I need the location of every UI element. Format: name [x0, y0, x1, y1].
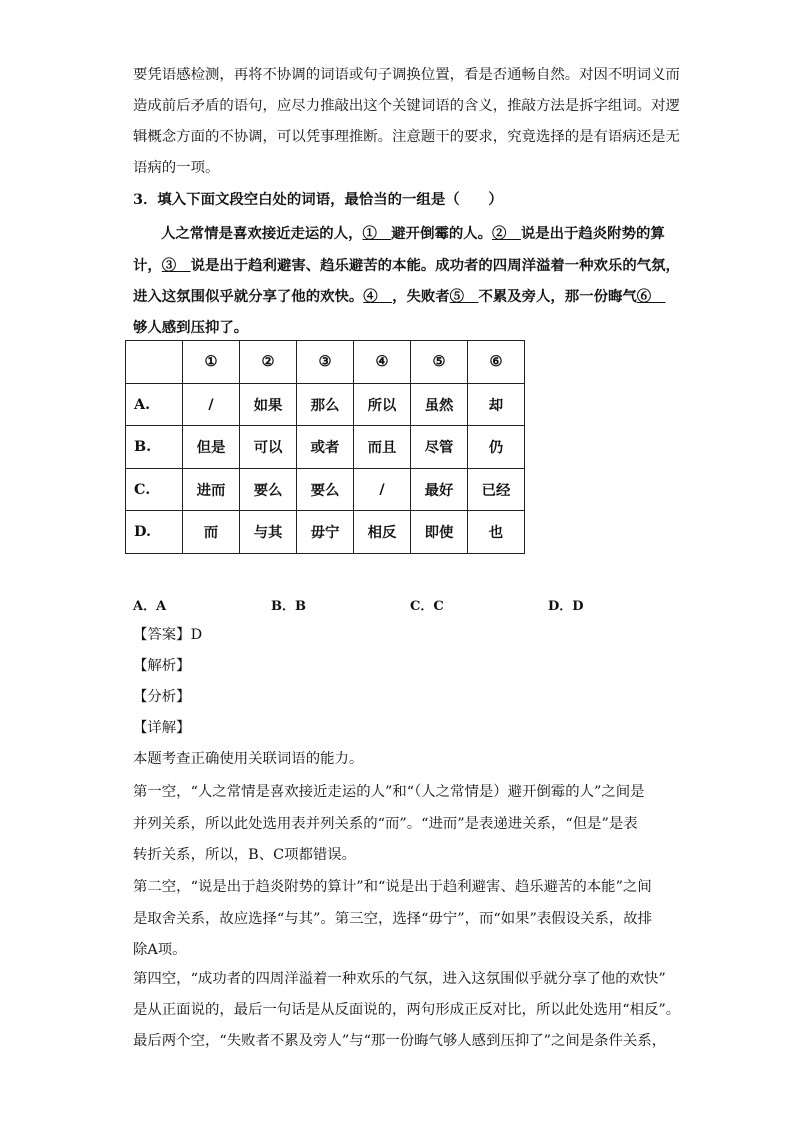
table-cell: 仍 — [468, 426, 525, 469]
passage-line-4: 够人感到压抑了。 — [133, 319, 249, 336]
table-cell: 而 — [183, 511, 240, 554]
table-cell: 也 — [468, 511, 525, 554]
table-cell: 所以 — [354, 383, 411, 426]
choice-c[interactable]: C．C — [410, 599, 444, 614]
choice-d[interactable]: D．D — [548, 599, 584, 614]
table-cell: 要么 — [297, 468, 354, 511]
detail-heading: 【详解】 — [133, 720, 191, 736]
table-cell: 已经 — [468, 468, 525, 511]
intro-line-4: 语病的一项。 — [133, 160, 220, 176]
table-cell: 即使 — [411, 511, 468, 554]
detail-line-5: 第二空，“说是出于趋炎附势的算计”和“说是出于趋利避害、趋乐避苦的本能”之间 — [133, 879, 652, 895]
table-cell: 却 — [468, 383, 525, 426]
table-cell: 毋宁 — [297, 511, 354, 554]
table-cell: 或者 — [297, 426, 354, 469]
table-cell: / — [183, 383, 240, 426]
detail-line-1: 本题考查正确使用关联词语的能力。 — [133, 751, 364, 767]
table-cell: / — [354, 468, 411, 511]
detail-line-6: 是取舍关系，故应选择“与其”。第三空，选择“毋宁”，而“如果”表假设关系，故排 — [133, 911, 653, 927]
table-cell: ① — [183, 341, 240, 384]
table-cell: ③ — [297, 341, 354, 384]
table-row — [126, 426, 525, 469]
detail-line-10: 最后两个空，“失败者不累及旁人”与“那一份晦气够人感到压抑了”之间是条件关系， — [133, 1033, 667, 1049]
table-cell: D. — [126, 511, 183, 554]
detail-line-7: 除A项。 — [133, 942, 187, 958]
detail-line-9: 是从正面说的，最后一句话是从反面说的，两句形成正反对比，所以此处选用“相反”。 — [133, 1002, 681, 1018]
table-cell: 尽管 — [411, 426, 468, 469]
detail-line-2: 第一空，“人之常情是喜欢接近走运的人”和“（人之常情是）避开倒霉的人”之间是 — [133, 784, 645, 800]
table-cell: 要么 — [240, 468, 297, 511]
table-cell: ⑤ — [411, 341, 468, 384]
table-row — [126, 468, 525, 511]
table-cell: 而且 — [354, 426, 411, 469]
detail-line-4: 转折关系，所以，B、C项都错误。 — [133, 847, 357, 863]
options-table — [125, 340, 525, 554]
analysis-heading: 【解析】 — [133, 658, 191, 674]
passage-line-3: 进入这氛围似乎就分享了他的欢快。④ ，失败者⑤ 不累及旁人，那一份晦气⑥ — [133, 288, 666, 305]
table-cell: 相反 — [354, 511, 411, 554]
passage-line-1: 人之常情是喜欢接近走运的人，① 避开倒霉的人。② 说是出于趋炎附势的算 — [161, 225, 665, 242]
table-cell: 如果 — [240, 383, 297, 426]
choice-b[interactable]: B．B — [271, 599, 306, 614]
table-cell: A. — [126, 383, 183, 426]
table-cell: ④ — [354, 341, 411, 384]
answer-line: 【答案】D — [133, 627, 203, 643]
intro-line-3: 辑概念方面的不协调，可以凭事理推断。注意题干的要求，究竟选择的是有语病还是无 — [133, 129, 680, 145]
table-cell: 与其 — [240, 511, 297, 554]
table-cell: 进而 — [183, 468, 240, 511]
table-cell: 虽然 — [411, 383, 468, 426]
fenxi-heading: 【分析】 — [133, 689, 191, 705]
table-cell: 可以 — [240, 426, 297, 469]
choice-a[interactable]: A．A — [133, 599, 167, 614]
detail-line-3: 并列关系，所以此处选用表并列关系的“而”。“进而”是表递进关系，“但是”是表 — [133, 816, 638, 832]
table-cell: 那么 — [297, 383, 354, 426]
table-row — [126, 511, 525, 554]
table-cell: B. — [126, 426, 183, 469]
table-cell: ② — [240, 341, 297, 384]
table-cell: 最好 — [411, 468, 468, 511]
table-cell: C. — [126, 468, 183, 511]
intro-line-2: 造成前后矛盾的语句，应尽力推敲出这个关键词语的含义，推敲方法是拆字组词。对逻 — [133, 98, 680, 114]
passage-line-2: 计，③ 说是出于趋利避害、趋乐避苦的本能。成功者的四周洋溢着一种欢乐的气氛， — [133, 257, 680, 274]
intro-line-1: 要凭语感检测，再将不协调的词语或句子调换位置，看是否通畅自然。对因不明词义而 — [133, 67, 680, 83]
table-row — [126, 383, 525, 426]
table-header-row — [126, 341, 525, 384]
detail-line-8: 第四空，“成功者的四周洋溢着一种欢乐的气氛，进入这氛围似乎就分享了他的欢快” — [133, 971, 666, 987]
question-title: 3．填入下面文段空白处的词语，最恰当的一组是（ ） — [133, 191, 503, 208]
table-cell: ⑥ — [468, 341, 525, 384]
table-cell: 但是 — [183, 426, 240, 469]
table-cell — [126, 341, 183, 384]
